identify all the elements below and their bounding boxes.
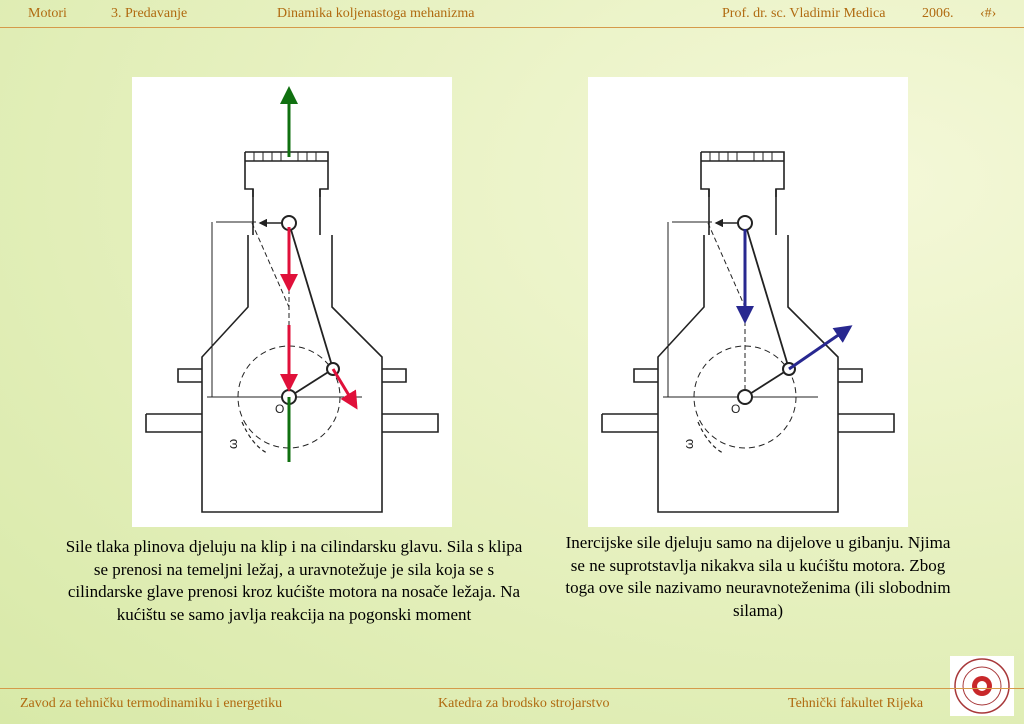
faculty-seal-logo bbox=[950, 656, 1014, 716]
header-topic: Dinamika koljenastoga mehanizma bbox=[277, 6, 475, 21]
footer-department: Zavod za tehničku termodinamiku i energetiku bbox=[20, 696, 283, 711]
gas-pressure-diagram-svg bbox=[132, 77, 452, 527]
engine-housing bbox=[146, 152, 438, 512]
inertia-force-diagram bbox=[588, 77, 908, 527]
gas-pressure-diagram bbox=[132, 77, 452, 527]
header-year: 2006. bbox=[922, 6, 954, 21]
faculty-seal-svg bbox=[950, 656, 1014, 716]
origin-label: O bbox=[731, 402, 741, 416]
engine-housing bbox=[602, 152, 894, 512]
header-rule bbox=[0, 27, 1024, 28]
left-caption: Sile tlaka plinova djeluju na klip i na cilindarsku glavu. Sila s klipa se prenosi na temeljni ležaj, a uravnotežuje je sila koja se s cilindarske glave prenosi kroz kućište motora na nosače ležaja. Na kućištu se samo javlja reakcija na pogonski moment bbox=[65, 537, 523, 624]
inertia-force-diagram-svg bbox=[588, 77, 908, 527]
rotating-inertia-force-arrow bbox=[789, 327, 850, 369]
header-page-number: ‹#› bbox=[980, 6, 997, 21]
piston-pin bbox=[738, 216, 752, 230]
header-author: Prof. dr. sc. Vladimir Medica bbox=[722, 6, 886, 21]
origin-label: O bbox=[275, 402, 285, 416]
header-course: Motori bbox=[28, 6, 67, 21]
omega-label: ω bbox=[225, 438, 240, 449]
header-lecture: 3. Predavanje bbox=[111, 6, 188, 21]
cylinder-head-hatching bbox=[710, 152, 772, 161]
right-caption: Inercijske sile djeluju samo na dijelove u gibanju. Njima se ne suprotstavlja nikakva sila u kućištu motora. Zbog toga ove sile nazivamo neuravnoteženima (ili slobodnim silama) bbox=[565, 533, 951, 620]
footer-rule bbox=[0, 688, 1024, 689]
footer-faculty: Tehnički fakultet Rijeka bbox=[788, 696, 924, 711]
footer-chair: Katedra za brodsko strojarstvo bbox=[438, 696, 610, 711]
slide-header bbox=[0, 0, 1024, 28]
crank-pin-force-arrow bbox=[333, 369, 356, 407]
cylinder-head-hatching bbox=[254, 152, 316, 161]
omega-label: ω bbox=[681, 438, 696, 449]
